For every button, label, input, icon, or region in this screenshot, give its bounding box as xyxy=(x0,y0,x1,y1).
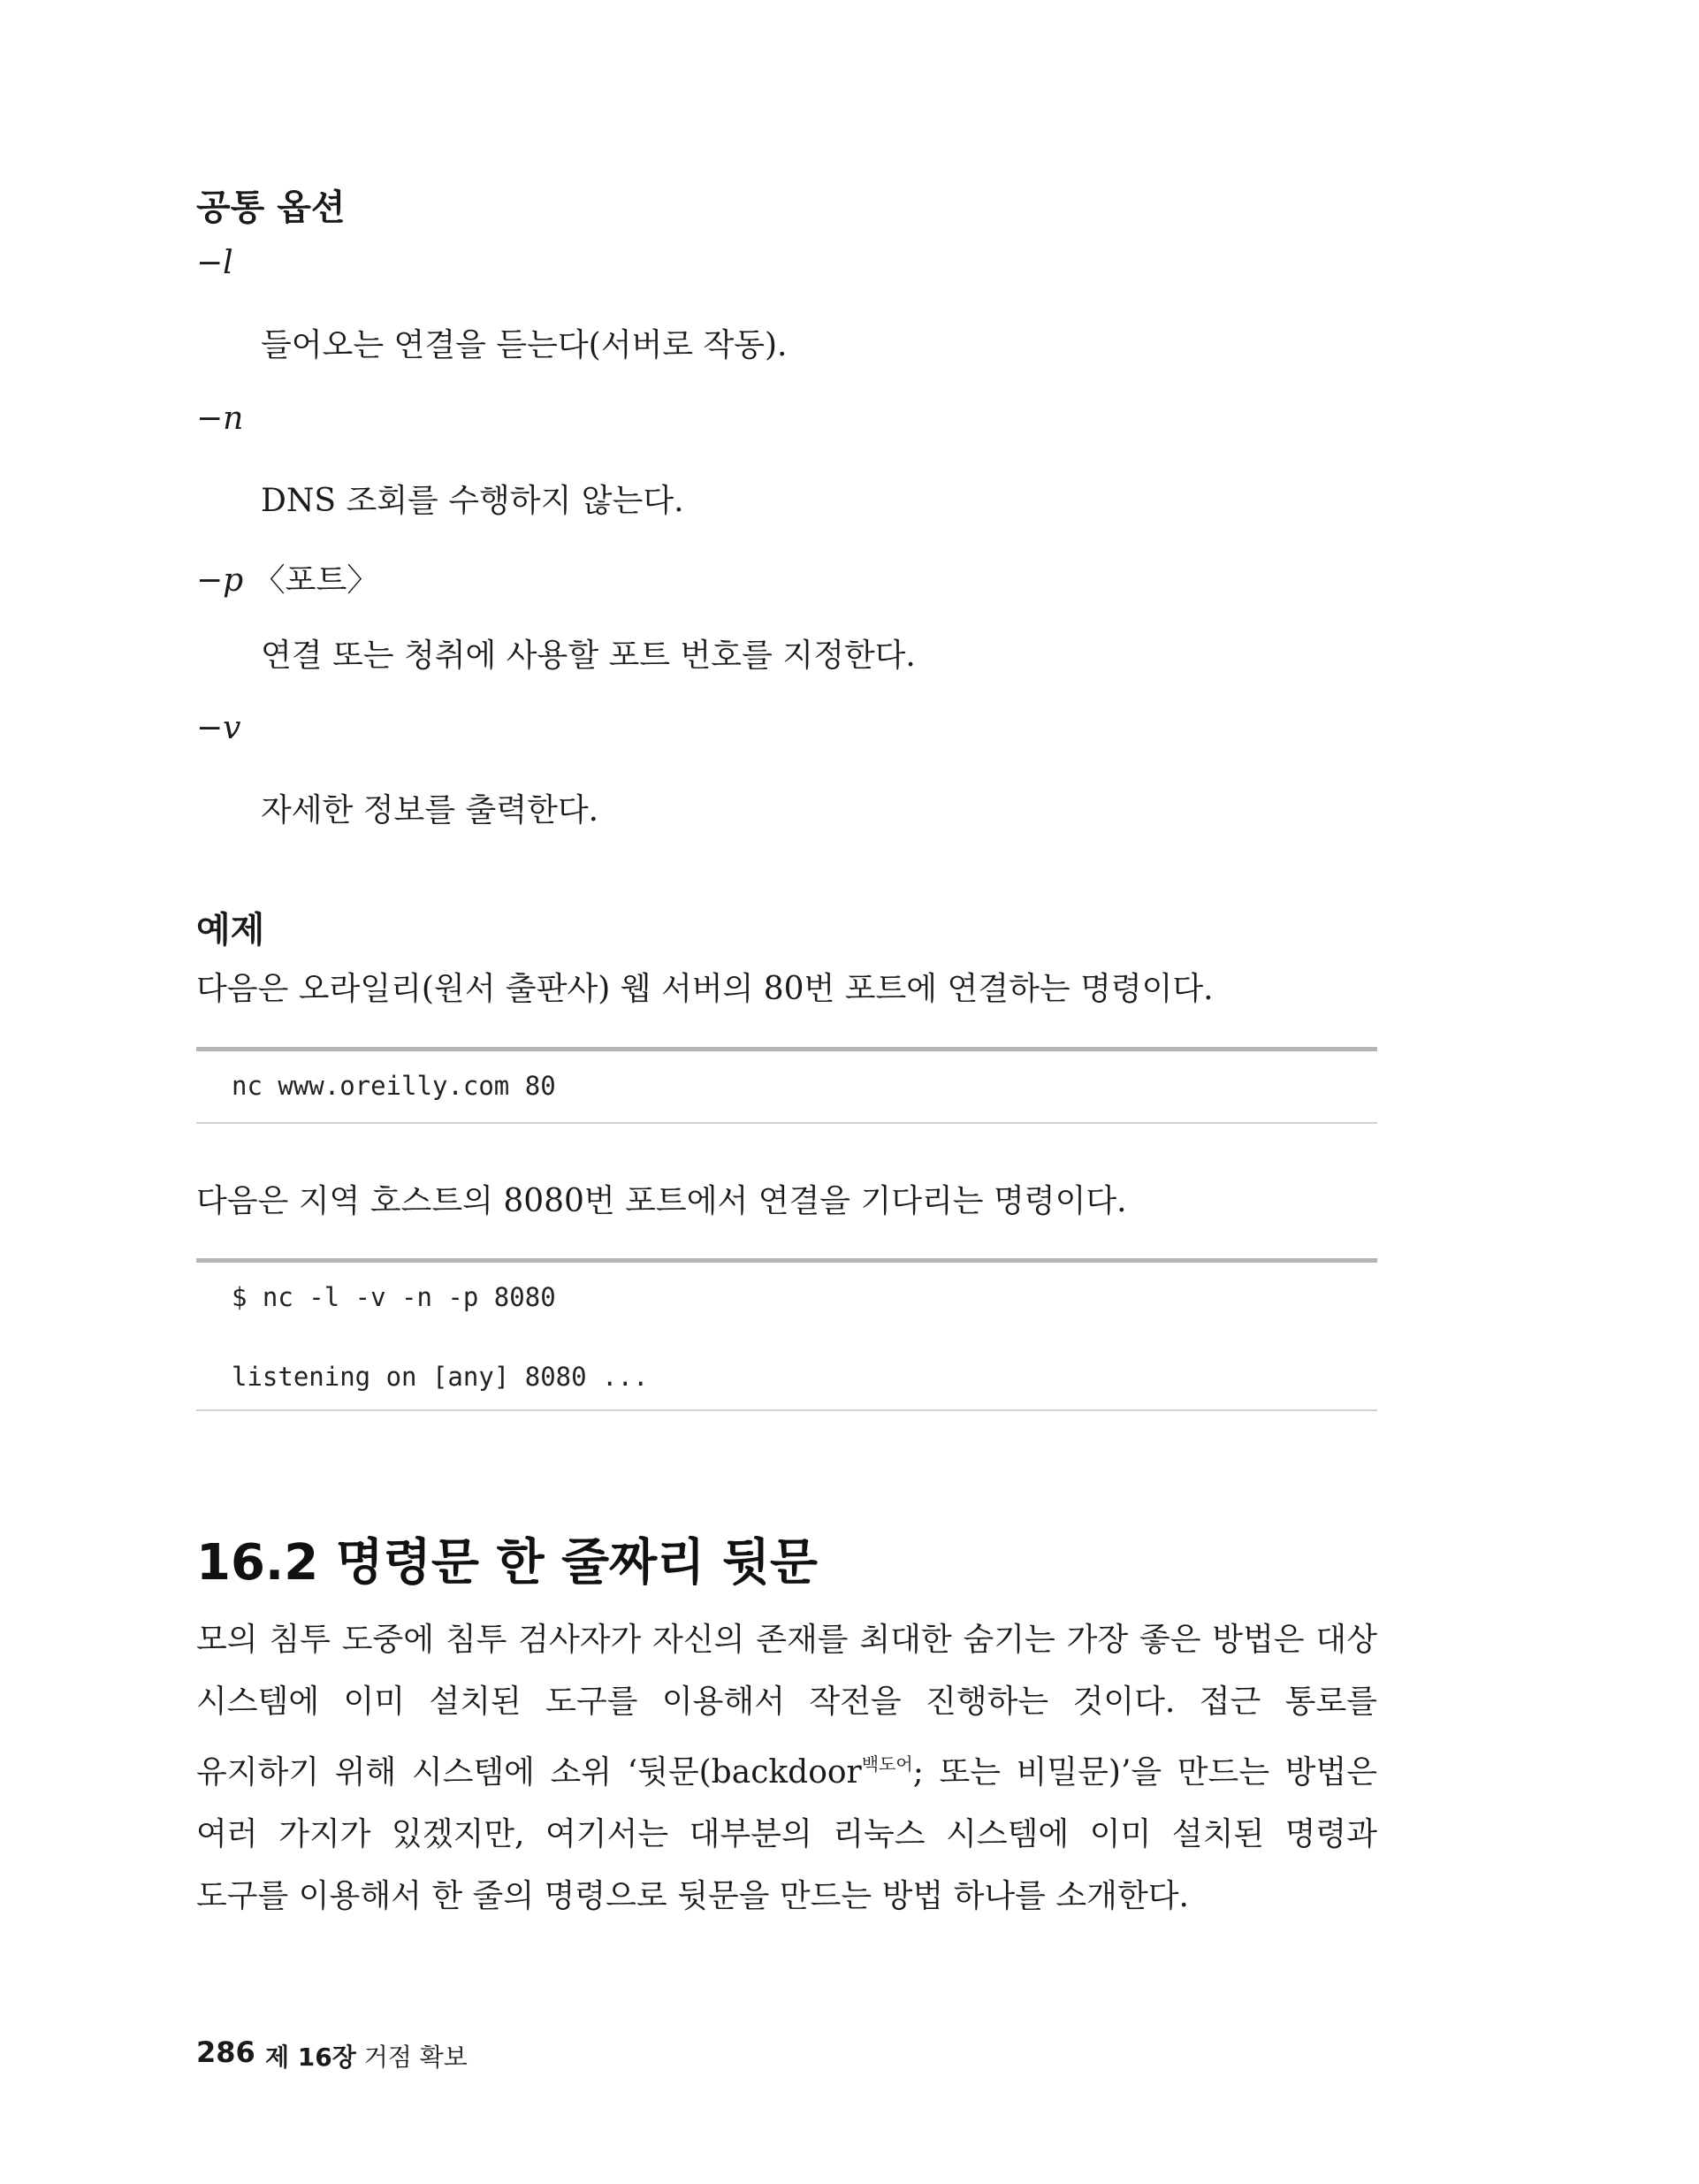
code-line: nc www.oreilly.com 80 xyxy=(232,1071,556,1101)
section-title: 명령문 한 줄짜리 뒷문 xyxy=(335,1534,819,1592)
code-line: listening on [any] 8080 ... xyxy=(232,1362,649,1392)
body-text-after: ; 또는 비밀문)’을 만드는 방법은 여러 가지가 있겠지만, 여기서는 대부분의 리눅스 시스템에 이미 설치된 명령과 도구를 이용해서 한 줄의 명령으로 뒷문을 만드는 방법 하나를 소개한다. xyxy=(196,1754,1378,1914)
code-line: $ nc -l -v -n -p 8080 xyxy=(232,1282,556,1312)
examples-heading: 예제 xyxy=(196,910,265,951)
option-desc-v: 자세한 정보를 출력한다. xyxy=(261,792,599,829)
section-body-paragraph xyxy=(196,1609,1377,1928)
section-number: 16.2 xyxy=(196,1534,319,1592)
code-block-2 xyxy=(196,1258,1377,1411)
option-flag-p xyxy=(196,555,378,600)
body-text-before: 모의 침투 도중에 침투 검사자가 자신의 존재를 최대한 숨기는 가장 좋은 방법은 대상 시스템에 이미 설치된 도구를 이용해서 작전을 진행하는 것이다. 접근 통로를 유지하기 위해 시스템에 소위 ‘뒷문(backdoor xyxy=(196,1622,1377,1791)
running-footer xyxy=(265,2038,468,2073)
code-block-1 xyxy=(196,1047,1377,1124)
option-flag-l: −l xyxy=(196,245,233,281)
option-desc-p: 연결 또는 청취에 사용할 포트 번호를 지정한다. xyxy=(261,638,916,674)
option-flag-p-name: −p xyxy=(196,562,244,599)
example-intro-2: 다음은 지역 호스트의 8080번 포트에서 연결을 기다리는 명령이다. xyxy=(196,1183,1127,1219)
body-footnote-gloss: 백도어 xyxy=(861,1753,913,1775)
option-flag-p-arg: 〈포트〉 xyxy=(253,562,379,599)
chapter-title: 거점 확보 xyxy=(363,2043,468,2072)
option-desc-n: DNS 조회를 수행하지 않는다. xyxy=(261,483,684,519)
option-flag-v: −v xyxy=(196,710,241,746)
example-intro-1: 다음은 오라일리(원서 출판사) 웹 서버의 80번 포트에 연결하는 명령이다. xyxy=(196,971,1214,1007)
section-heading xyxy=(196,1523,818,1594)
page-number: 286 xyxy=(196,2035,255,2069)
chapter-label: 제 16장 xyxy=(265,2043,356,2072)
option-flag-n: −n xyxy=(196,401,244,437)
common-options-heading: 공통 옵션 xyxy=(196,187,346,228)
option-desc-l: 들어오는 연결을 듣는다(서버로 작동). xyxy=(261,327,788,363)
